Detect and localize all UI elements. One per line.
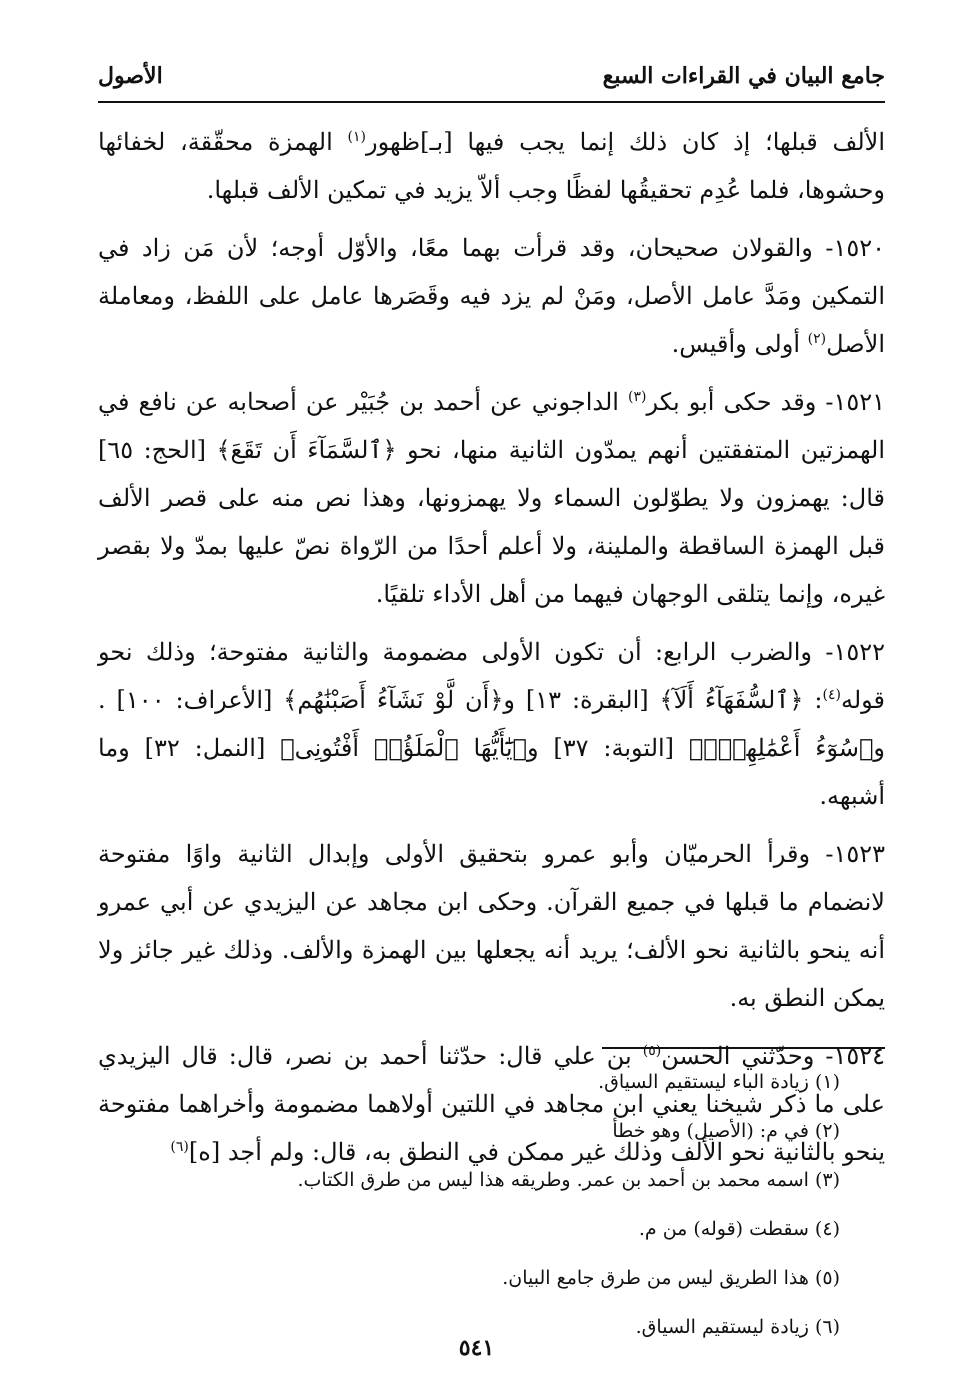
footnote-4: (٤) سقطت (قوله) من م. <box>638 1218 840 1240</box>
paragraph-text: الداجوني عن أحمد بن جُبَيْر عن أصحابه عن نافع في الهمزتين المتفقتين أنهم يمدّون الثانية منها، نحو ﴿ٱلسَّمَآءَ أَن تَقَعَ﴾ [الحج: ٦٥] قال: يهمزون ولا يطوّلون السماء ولا يهمزونها، وهذا نص منه على قصر الألف قبل الهمزة الساقطة والملينة، ولا أعلم أحدًا من الرّواة نصّ عليها بمدّ ولا بقصر غيره، وإنما يتلقى الوجهان فيهما من أهل الأداء تلقيًا. <box>98 388 885 608</box>
paragraph-text: الألف قبلها؛ إذ كان ذلك إنما يجب فيها [بـ]ظهور <box>365 128 885 156</box>
paragraph-1523 <box>98 830 885 1022</box>
footnote-1: (١) زيادة الباء ليستقيم السياق. <box>598 1071 840 1093</box>
footnote-3: (٣) اسمه محمد بن أحمد بن عمر. وطريقه هذا ليس من طرق الكتاب. <box>297 1169 840 1191</box>
section-title: الأصول <box>98 63 163 89</box>
footnote-6: (٦) زيادة ليستقيم السياق. <box>635 1316 840 1338</box>
footnote-marker: (٥) <box>642 1043 662 1059</box>
footnote-marker: (٣) <box>628 389 647 405</box>
paragraph-text: ١٥٢٠- والقولان صحيحان، وقد قرأت بهما معًا، والأوّل أوجه؛ لأن مَن زاد في التمكين ومَدَّ عامل الأصل، ومَنْ لم يزد فيه وقَصَرها عامل على اللفظ، ومعاملة الأصل <box>98 234 885 358</box>
running-header <box>98 55 885 103</box>
footnote-separator <box>602 1047 885 1049</box>
paragraph-text: الهمزة محقّقة، لخفائها وحشوها، فلما عُدِم تحقيقُها لفظًا وجب ألاّ يزيد في تمكين الألف قبلها. <box>98 128 885 204</box>
footnote-marker: (٦) <box>170 1139 189 1155</box>
paragraph-text: : ﴿ٱلسُّفَهَآءُ أَلَآ﴾ [البقرة: ١٣] و﴿أَن لَّوْ نَشَآءُ أَصَبْنَٰهُم﴾ [الأعراف: ١٠٠] . و﴿سُوٓءُ أَعْمَٰلِهِمْۗ﴾ [التوبة: ٣٧] و﴿يَٰٓأَيُّهَا ٱلْمَلَؤُا۟ أَفْتُونِى﴾ [النمل: ٣٢] وما أشبهه. <box>98 686 886 810</box>
paragraph-text: ١٥٢٤- وحدّثني الحسن <box>661 1042 886 1070</box>
book-title: جامع البيان في القراءات السبع <box>602 63 885 89</box>
paragraph-1520 <box>98 224 885 368</box>
footnote-marker: (٢) <box>807 331 827 347</box>
footnote-2: (٢) في م: (الأصيل) وهو خطأ <box>612 1120 840 1142</box>
footnote-marker: (٤) <box>822 687 841 703</box>
paragraph-1522 <box>98 628 885 820</box>
paragraph-text: بن علي قال: حدّثنا أحمد بن نصر، قال: قال اليزيدي على ما ذكر شيخنا يعني ابن مجاهد في اللتين أولاهما مضمومة وأخراهما مفتوحة ينحو بالثانية نحو الألف وذلك غير ممكن في النطق به، قال: ولم أجد [ه] <box>98 1042 885 1166</box>
paragraph-text: ١٥٢٢- والضرب الرابع: أن تكون الأولى مضمومة والثانية مفتوحة؛ وذلك نحو قوله <box>98 638 886 714</box>
paragraph-continuation <box>98 118 885 214</box>
footnote-marker: (١) <box>347 129 366 145</box>
main-text <box>98 118 885 1186</box>
page-number: ٥٤١ <box>458 1335 495 1361</box>
footnotes <box>98 1064 840 1358</box>
paragraph-text: ١٥٢٣- وقرأ الحرميّان وأبو عمرو بتحقيق الأولى وإبدال الثانية واوًا مفتوحة لانضمام ما قبلها في جميع القرآن. وحكى ابن مجاهد عن اليزيدي عن أبي عمرو أنه ينحو بالثانية نحو الألف؛ يريد أنه يجعلها بين الهمزة والألف. وذلك غير جائز ولا يمكن النطق به. <box>98 840 885 1012</box>
paragraph-text: أولى وأقيس. <box>671 330 808 358</box>
paragraph-1521 <box>98 378 885 618</box>
footnote-5: (٥) هذا الطريق ليس من طرق جامع البيان. <box>502 1267 840 1289</box>
paragraph-text: ١٥٢١- وقد حكى أبو بكر <box>646 388 885 416</box>
